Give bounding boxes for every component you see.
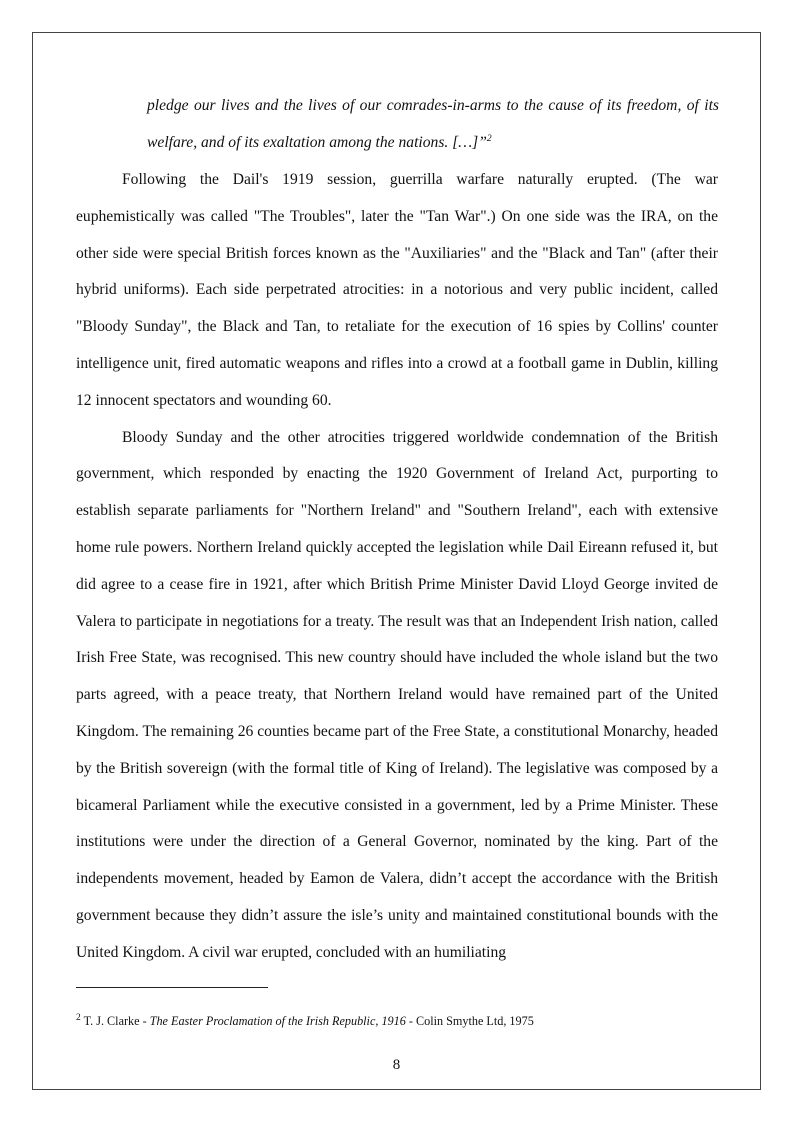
footnote-author: T. J. Clarke - <box>83 1014 150 1028</box>
paragraph-bloody-sunday: Bloody Sunday and the other atrocities triggered worldwide condemnation of the British government, which responded by enacting the 1920 Government of Ireland Act, purporting to establish separate parliaments for "Northern Ireland" and "Southern Ireland", each with extensive home rule powers. Northern Ireland quickly accepted the legislation while Dail Eireann refused it, but did agree to a cease fire in 1921, after which British Prime Minister David Lloyd George invited de Valera to participate in negotiations for a treaty. The result was that an Independent Irish nation, called Irish Free State, was recognised. This new country should have included the whole island but the two parts agreed, with a peace treaty, that Northern Ireland would have remained part of the United Kingdom. The remaining 26 counties became part of the Free State, a constitutional Monarchy, headed by the British sovereign (with the formal title of King of Ireland). The legislative was composed by a bicameral Parliament while the executive consisted in a government, led by a Prime Minister. These institutions were under the direction of a General Governor, nominated by the king. Part of the independents movement, headed by Eamon de Valera, didn’t accept the accordance with the British government because they didn’t assure the isle’s unity and maintained constitutional bounds with the United Kingdom. A civil war erupted, concluded with an humiliating <box>76 428 718 961</box>
quote-footnote-ref[interactable]: 2 <box>486 133 492 144</box>
footnote-publisher: - Colin Smythe Ltd, 1975 <box>405 1014 534 1028</box>
footnote-title: The Easter Proclamation of the Irish Republic, 1916 <box>149 1014 406 1028</box>
body-text <box>76 162 718 972</box>
footnote <box>76 1013 718 1029</box>
quote-text: pledge our lives and the lives of our comrades-in-arms to the cause of its freedom, of its welfare, and of its exaltation among the nations. […]” <box>147 97 719 151</box>
block-quote <box>147 88 719 162</box>
footnote-number: 2 <box>76 1012 81 1023</box>
footnote-separator <box>76 987 268 988</box>
page-number: 8 <box>392 1057 401 1073</box>
paragraph-guerrilla-warfare: Following the Dail's 1919 session, guerrilla warfare naturally erupted. (The war euphemistically was called "The Troubles", later the "Tan War".) On one side was the IRA, on the other side were special British forces known as the "Auxiliaries" and the "Black and Tan" (after their hybrid uniforms). Each side perpetrated atrocities: in a notorious and very public incident, called "Bloody Sunday", the Black and Tan, to retaliate for the execution of 16 spies by Collins' counter intelligence unit, fired automatic weapons and rifles into a crowd at a football game in Dublin, killing 12 innocent spectators and wounding 60. <box>76 171 718 409</box>
